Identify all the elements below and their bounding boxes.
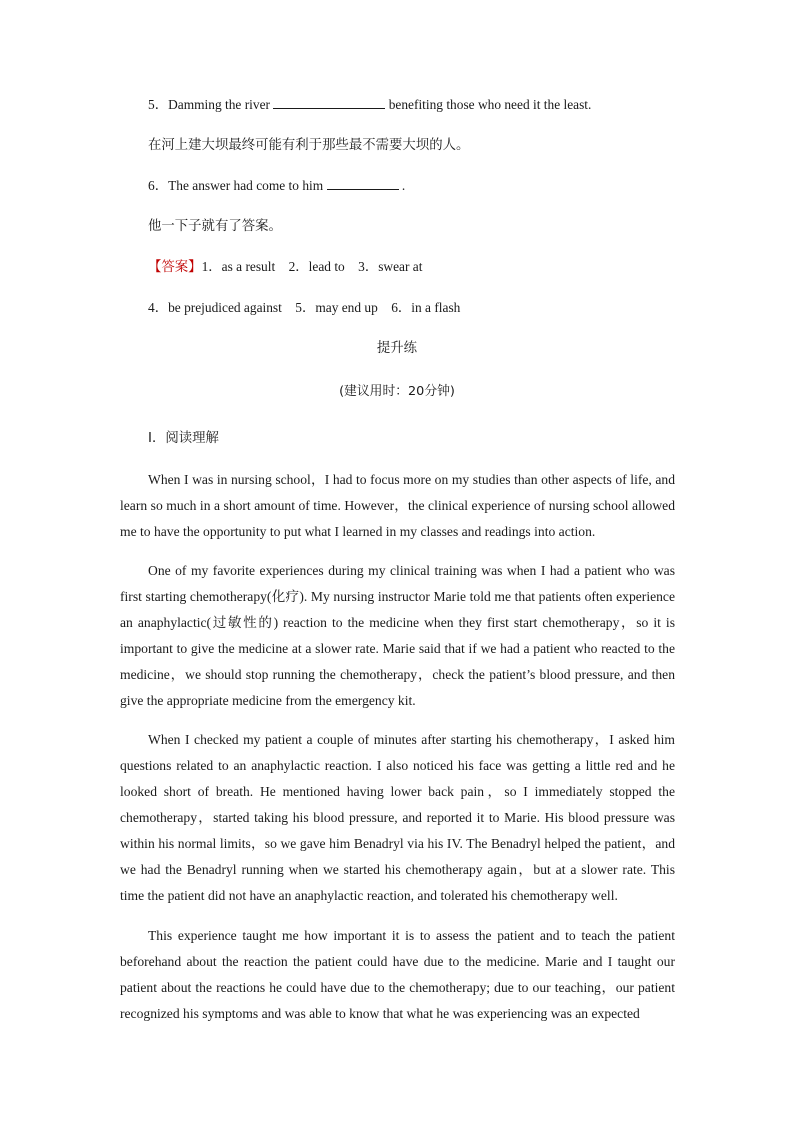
passage-paragraph-1 <box>120 467 675 545</box>
item-text-before: Damming the river <box>168 97 270 112</box>
item-text-before: The answer had come to him <box>168 178 324 193</box>
item-number: 6． <box>148 178 169 193</box>
exercise-item-5 <box>148 96 591 114</box>
item-text-after: benefiting those who need it the least. <box>388 97 592 112</box>
paragraph-text: This experience taught me how important it is to assess the patient and to teach the patient beforehand about the reaction the patient could have due to the medicine. Marie and I taught our patient about the reactions he could have due to the chemotherapy; due to our teaching，our patient recognized his symptoms and was able to know that what he was experiencing was an expected <box>120 928 675 1021</box>
answers-text: 1．as a result 2．lead to 3．swear at <box>201 259 423 274</box>
answer-key-line-1 <box>148 258 422 277</box>
paragraph-text: When I checked my patient a couple of minutes after starting his chemotherapy，I asked him questions related to an anaphylactic reaction. I also noticed his face was getting a little red and he looked short of breath. He mentioned having lower back pain，so I immediately stopped the chemotherapy，started taking his blood pressure, and reported it to Marie. His blood pressure was within his normal limits，so we gave him Benadryl via his IV. The Benadryl helped the patient，and we had the Benadryl running when we started his chemotherapy again，but at a slower rate. This time the patient did not have an anaphylactic reaction, and tolerated his chemotherapy well. <box>120 732 675 903</box>
answer-blank[interactable] <box>327 177 399 190</box>
time-hint: (建议用时：20分钟) <box>339 384 455 399</box>
answer-key-line-2: 4．be prejudiced against 5．may end up 6．in a flash <box>148 300 461 315</box>
exercise-item-5-translation: 在河上建大坝最终可能有利于那些最不需要大坝的人。 <box>148 138 470 153</box>
answer-blank[interactable] <box>273 96 385 109</box>
passage-paragraph-3 <box>120 727 675 909</box>
section-title: 提升练 <box>376 341 418 356</box>
item-number: 5． <box>148 97 169 112</box>
paragraph-text: When I was in nursing school，I had to focus more on my studies than other aspects of life, and learn so much in a short amount of time. However，the clinical experience of nursing school allowed me to have the opportunity to put what I learned in my classes and readings into action. <box>120 472 675 539</box>
answer-label: 【答案】 <box>148 260 202 275</box>
item-text-after: . <box>401 178 406 193</box>
passage-paragraph-2 <box>120 558 675 714</box>
paragraph-text: One of my favorite experiences during my clinical training was when I had a patient who was first starting chemotherapy(化疗). My nursing instructor Marie told me that patients often experience an anaphylactic(过敏性的) reaction to the medicine when they first start chemotherapy，so it is important to give the medicine at a slower rate. Marie said that if we had a patient who reacted to the medicine，we should stop running the chemotherapy，check the patient’s blood pressure, and then give the appropriate medicine from the emergency kit. <box>120 563 675 708</box>
exercise-item-6 <box>148 177 405 195</box>
exercise-item-6-translation: 他一下子就有了答案。 <box>148 219 282 234</box>
passage-paragraph-4 <box>120 923 675 1027</box>
part-heading: Ⅰ．阅读理解 <box>148 431 219 446</box>
